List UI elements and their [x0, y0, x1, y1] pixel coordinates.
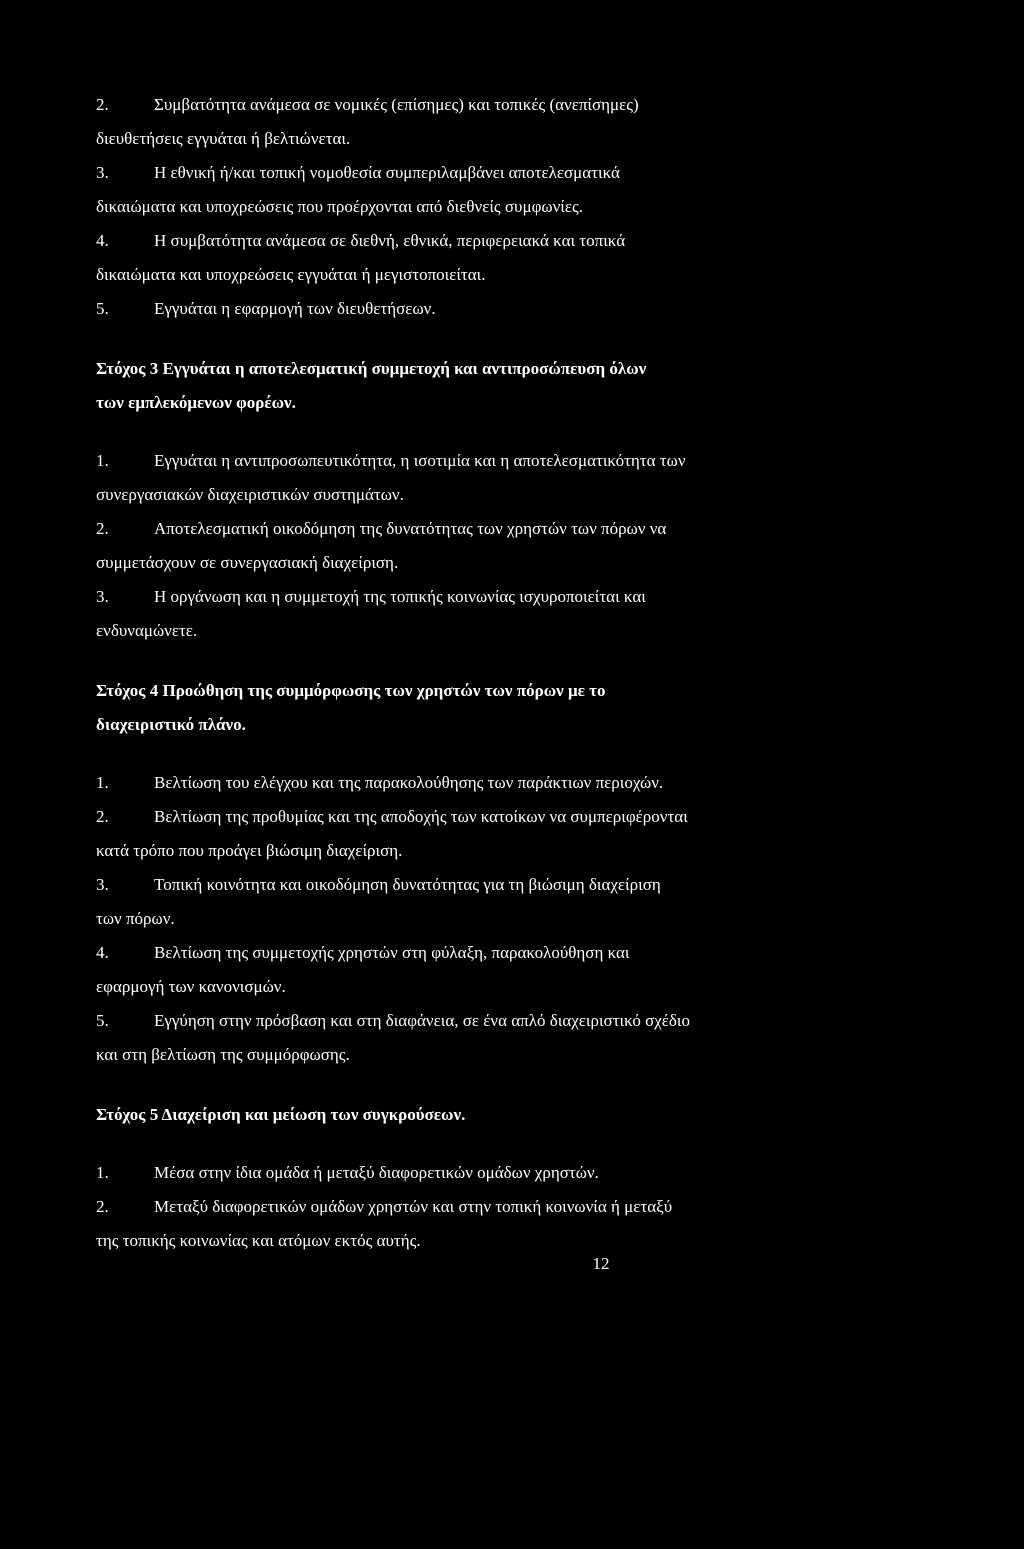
list-item: 5. Εγγυάται η εφαρμογή των διευθετήσεων. — [96, 299, 436, 318]
document-body — [96, 88, 976, 1276]
goal-4-heading-continuation: διαχειριστικό πλάνο. — [96, 715, 246, 734]
list-item: 2. Αποτελεσματική οικοδόμηση της δυνατότητας των χρηστών των πόρων να — [96, 519, 667, 538]
list-item-continuation: εφαρμογή των κανονισμών. — [96, 977, 286, 996]
list-item: 2. Βελτίωση της προθυμίας και της αποδοχής των κατοίκων να συμπεριφέρονται — [96, 807, 688, 826]
goal-3-heading: Στόχος 3 Εγγυάται η αποτελεσματική συμμετοχή και αντιπροσώπευση όλων — [96, 359, 647, 378]
page-number-wrap — [96, 1252, 976, 1276]
list-item: 1. Μέσα στην ίδια ομάδα ή μεταξύ διαφορετικών ομάδων χρηστών. — [96, 1163, 599, 1182]
list-item-continuation: δικαιώματα και υποχρεώσεις εγγυάται ή μεγιστοποιείται. — [96, 265, 486, 284]
list-item: 2. Μεταξύ διαφορετικών ομάδων χρηστών και στην τοπική κοινωνία ή μεταξύ — [96, 1197, 673, 1216]
list-item-continuation: συνεργασιακών διαχειριστικών συστημάτων. — [96, 485, 404, 504]
list-item: 2. Συμβατότητα ανάμεσα σε νομικές (επίσημες) και τοπικές (ανεπίσημες) — [96, 95, 639, 114]
list-item-continuation: κατά τρόπο που προάγει βιώσιμη διαχείριση. — [96, 841, 403, 860]
list-item-continuation: συμμετάσχουν σε συνεργασιακή διαχείριση. — [96, 553, 399, 572]
list-item: 4. Βελτίωση της συμμετοχής χρηστών στη φύλαξη, παρακολούθηση και — [96, 943, 630, 962]
list-goal-5 — [96, 1156, 976, 1258]
goal-4-heading: Στόχος 4 Προώθηση της συμμόρφωσης των χρηστών των πόρων με το — [96, 681, 606, 700]
list-goal-4 — [96, 766, 976, 1072]
list-item: 1. Εγγυάται η αντιπροσωπευτικότητα, η ισοτιμία και η αποτελεσματικότητα των — [96, 451, 686, 470]
list-section-a — [96, 88, 976, 326]
list-item-continuation: διευθετήσεις εγγυάται ή βελτιώνεται. — [96, 129, 351, 148]
list-item-continuation: δικαιώματα και υποχρεώσεις που προέρχονται από διεθνείς συμφωνίες. — [96, 197, 583, 216]
goal-3-heading-continuation: των εμπλεκόμενων φορέων. — [96, 393, 296, 412]
list-item: 5. Εγγύηση στην πρόσβαση και στη διαφάνεια, σε ένα απλό διαχειριστικό σχέδιο — [96, 1011, 690, 1030]
page-number: 12 — [592, 1254, 610, 1273]
list-item-continuation: και στη βελτίωση της συμμόρφωσης. — [96, 1045, 350, 1064]
list-item: 4. Η συμβατότητα ανάμεσα σε διεθνή, εθνικά, περιφερειακά και τοπικά — [96, 231, 626, 250]
list-item-continuation: της τοπικής κοινωνίας και ατόμων εκτός αυτής. — [96, 1231, 421, 1250]
list-item-continuation: των πόρων. — [96, 909, 175, 928]
list-goal-3 — [96, 444, 976, 648]
list-item: 3. Η εθνική ή/και τοπική νομοθεσία συμπεριλαμβάνει αποτελεσματικά — [96, 163, 620, 182]
list-item: 3. Τοπική κοινότητα και οικοδόμηση δυνατότητας για τη βιώσιμη διαχείριση — [96, 875, 661, 894]
list-item: 3. Η οργάνωση και η συμμετοχή της τοπικής κοινωνίας ισχυροποιείται και — [96, 587, 646, 606]
goal-5-heading: Στόχος 5 Διαχείριση και μείωση των συγκρούσεων. — [96, 1105, 466, 1124]
list-item-continuation: ενδυναμώνετε. — [96, 621, 198, 640]
list-item: 1. Βελτίωση του ελέγχου και της παρακολούθησης των παράκτιων περιοχών. — [96, 773, 664, 792]
